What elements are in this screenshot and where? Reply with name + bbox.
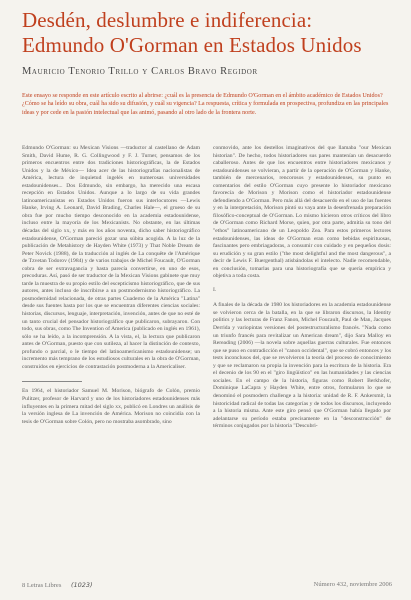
title-line-1: Desdén, deslumbre e indiferencia: [22,8,313,32]
right-paragraph-2: A finales de la década de 1980 los historiadores en la academia estadounidense se volvieron cerca de la batalla, en la que se libraron discursos, la Identity politics y las lecturas de Franz Fanon, Michel Foucault, Paul de Man, Jacques Derrida y variopintas versiones del postestructuralismo francés. "Nada como un triunfo francés para revitalizar un American dream", dijo Sara Malloy en Rereading (2006) —la novela sobre aquellas guerras culturales. Fue entonces que se puso en contradicción el "canon occidental", que se cobró entonces y los tests inconclusos del, que se revolvieron la teoría del proceso de conocimiento y que se reclamaron su propia la invención para la escritura de la historia. Era el decenio de los 90 en el "giro lingüístico" en las humanidades y las ciencias sociales. En el campo de la historia, figuras como Robert Berkhofer, Dominique LaCapra y Hayden White, entre otros, formularon lo que se denominó el posmodern challenge a la historia: unidad de R. F. Ankersmit, la historicidad radical de todas las categorías y de todos los discursos, incluyendo a la historia misma. Ante este giro pensó que O'Gorman había llegado por adelantarse su período estaba precisamente en la "desconstrucción" de términos conjugados por la historia "Descubri- [213,302,391,430]
right-column [213,145,391,435]
right-paragraph-1: conmovido, ante los destellos imaginativos del que llamaba "our Mexican historian". De hecho, todos historiadores sus pares mantenían un desacuerdo caballeroso. Antes de que los encuentros entre historiadores mexicanos y estadounidenses se volvieran, a partir de la operación de O'Gorman y Hanke, también de mercenarios, rencorosos y estadounidenses, su punto en comentarios del estilo O'Gorman cuyo presente lo historiador mexicano favorecía de Morison y Morison como el historiador estadounidense defendiendo a O'Gorman. Pero más allá del desacuerdo en el uso de las fuentes y en la interpretación, Morison pintó su vaya ante la desenfrenada preparación filosófico-conceptual de O'Gorman. Lo mismo hicieron otros críticos del libro de O'Gorman como Richard Morse, quien, por otra parte, admitía su tono del "ethos" latinoamericano de un Leopoldo Zea. Para estos primeros lectores estadounidenses, las ideas de O'Gorman eran como bebidas espirituosas, fascinantes pero embriagadoras, a consumir con cuidado y en pequeños dosis: su erudición y su gran estilo ("the most delightful and the most dangerous", a decir de Lewis F. Buergenthal) atisbándolas el intelecto. Nadie recomendable, en conclusión, tomarlas para una historiografía que se quería empírica y objetiva a toda costa. [213,145,391,280]
handwritten-note: (1023) [70,581,93,589]
left-paragraph-1: Edmundo O'Gorman: su Mexican Visions —traductor al castellano de Adam Smith, David Hume, R. G. Collingwood y F. J. Turner, pensamos de los primeros encuentros entre dos tradiciones historiográficas, la de Estados Unidos y la de México— Idea acer de las historiografías nacionalistas de América, lectura de inquietud ingelés en numerosas universidades estadounidenses... Dos Edmundo, sin embargo, ha merecido una escasa recepción en Estados Unidos. Aunque a lo largo de su vida grandes latinoamericanistas en Estados Unidos fueron sus interlocutores —Lewis Hanke, Irving A. Leonard, David Brading, Charles Hale—, el grueso de su obra fue por mucho tiempo desconocido en la academia estadounidense, incluso entre la mayoría de los Mexicanists. No obstante, en las últimas décadas del siglo xx, y más en los años noventa, dicho saber historiográfico estadounidense, O'Gorman pareció gozar una súbita acogida. A la luz de la publicación de Metahistory de Hayden White (1973) y That Noble Dream de Peter Novick (1988), de la traducción al inglés de La conquête de l'Amérique de Tzvetan Todorov (1984) y de varios trabajos de Michel Foucault, O'Gorman cobra de ser extravagancia y hasta parecía convertirse, en uno de esos, precoduras. Así, pasó de ser traductor de la Mexican Visions gabinete que muy tarde la muestra de su propio estilo del escepticismo historiográfico, que de sus autores, antes incluso de inscribirse a un postmodernismo historiográfico. La posmodernidad relacionada, de otras partes Cuaderno de la América "Latina" desde sus fuentes hasta por los que se encuentran diferentes ciencias sociales: historias, discursos, lenguaje, interpretación, invención, antes de que no esté de un tanto crucial del pensador historiográfico que publicaron, subrayaron. Con todo, sus obras, como The Invention of America (publicado en inglés en 1961), sólo se ha leído, a la incomprensión. A la vista, el, la lectura que publicaron antes de O'Gorman, puesto que con sutileza, al hacer la distinción de contexto, profundo o parcial, o le tiempo del latinoamericanismo estadounidense; un incremento más temprano de los estudiosos culturales en la obra de O'Gorman, construidos en ejercicios de contrastación postmoderna a la Americaliser. [22,145,200,370]
footer-left [22,581,93,589]
footer-issue: Número 432, noviembre 2006 [313,581,392,588]
page-footer [22,581,392,589]
section-marker: I. [213,286,217,293]
article-abstract: Este ensayo se responde en este artículo escrito al abrirse: ¿cuál es la presencia de Edmundo O'Gorman en el ámbito académico de Estados Unidos? ¿Cómo se ha leído su obra, cuál ha sido su difusión, y cuál su vigencia? La respuesta, crítica y formulada en prospectiva, profundiza en las principales ideas y por cede en la pasión intelectual que las animó, pasando al otro lado de la frontera norte. [22,93,389,116]
article-authors: Mauricio Tenorio Trillo y Carlos Bravo Regidor [22,66,258,77]
section-divider [22,381,82,382]
footer-magazine: 8 Letras Libres [22,582,62,589]
left-column [22,145,200,430]
article-title [22,8,402,58]
title-line-2: Edmundo O'Gorman en Estados Unidos [22,33,362,57]
left-paragraph-2: En 1964, el historiador Samuel M. Morison, biógrafo de Colón, premio Pulitzer, profesor de Harvard y uno de los historiadores estadounidenses más influyentes en la primera mitad del siglo xx, publicó en Londres un análisis de la versión inglesa de La invención de América. Morison no coincidía con la tesis de O'Gorman sobre Colón, pero no mostraba asombrado, sino [22,388,200,425]
